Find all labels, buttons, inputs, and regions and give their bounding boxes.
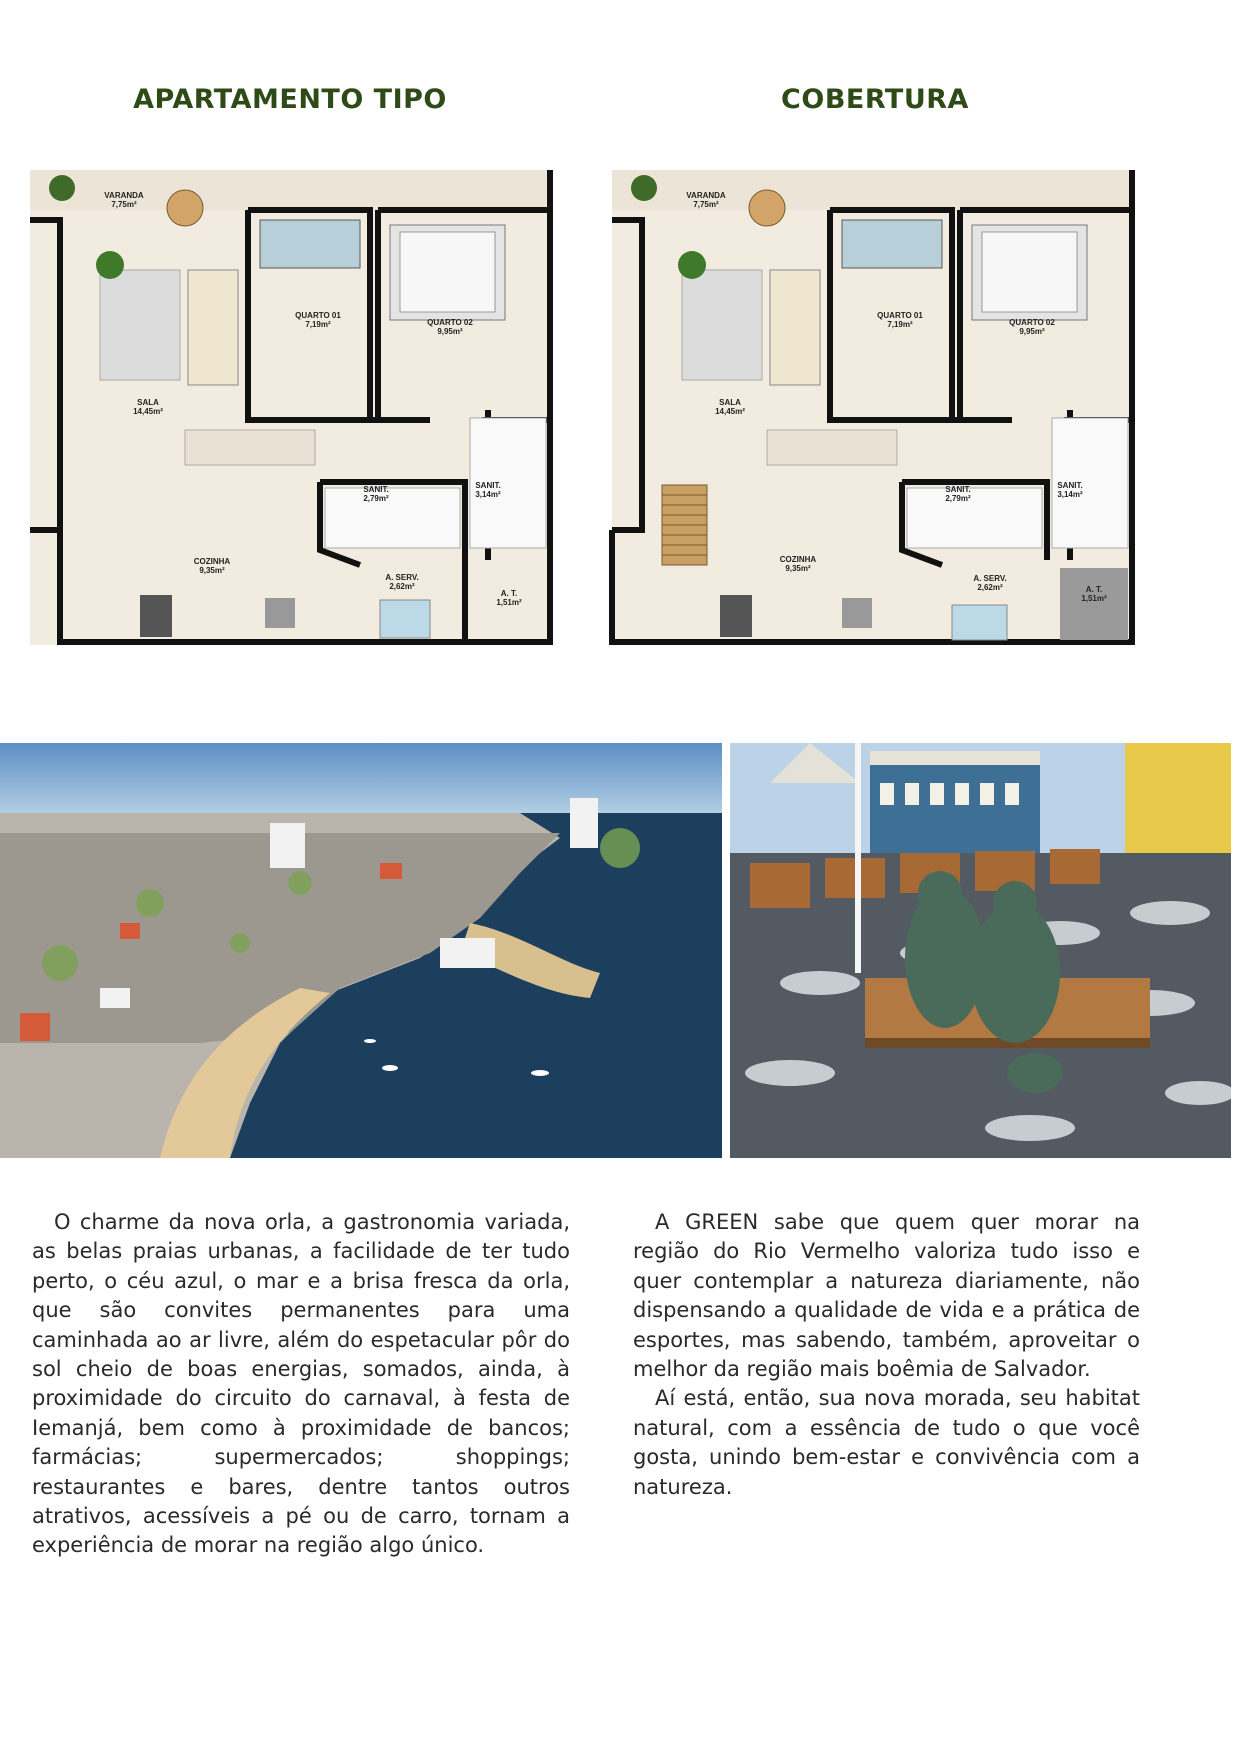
paragraph-right-2: Aí está, então, sua nova morada, seu habitat natural, com a essência de tudo o que você gosta, unindo bem-estar e convivência com a natureza. <box>633 1386 1140 1499</box>
label-at: A. T. <box>500 589 518 598</box>
label-quarto01: QUARTO 01 <box>877 311 923 320</box>
label-quarto01: QUARTO 01 <box>295 311 341 320</box>
photo-plaza-statue <box>730 743 1231 1158</box>
area-aserv: 2,62m² <box>389 582 415 591</box>
area-sanit2: 3,14m² <box>1057 490 1083 499</box>
label-sala: SALA <box>719 398 741 407</box>
floor-plan-apartamento-tipo <box>20 170 560 645</box>
label-sanit1: SANIT. <box>945 485 971 494</box>
label-quarto02: QUARTO 02 <box>427 318 473 327</box>
label-aserv: A. SERV. <box>973 574 1007 583</box>
area-quarto02: 9,95m² <box>437 327 463 336</box>
heading-apartamento-tipo: APARTAMENTO TIPO <box>133 84 447 115</box>
area-sanit1: 2,79m² <box>945 494 971 503</box>
area-cozinha: 9,35m² <box>199 566 225 575</box>
text-column-left <box>32 1208 570 1561</box>
paragraph-left-1: O charme da nova orla, a gastronomia variada, as belas praias urbanas, a facilidade de ter tudo perto, o céu azul, o mar e a brisa fresca da orla, que são convites permanentes para uma caminhada ao ar livre, além do espetacular pôr do sol cheio de boas energias, somados, ainda, à proximidade do circuito do carnaval, à festa de Iemanjá, bem como à proximidade de bancos; farmácias; supermercados; shoppings; restaurantes e bares, dentre tantos outros atrativos, acessíveis a pé ou de carro, tornam a experiência de morar na região algo único. <box>32 1210 570 1558</box>
label-quarto02: QUARTO 02 <box>1009 318 1055 327</box>
area-cozinha: 9,35m² <box>785 564 811 573</box>
area-sala: 14,45m² <box>133 407 163 416</box>
area-aserv: 2,62m² <box>977 583 1003 592</box>
label-varanda: VARANDA <box>104 191 144 200</box>
area-sanit1: 2,79m² <box>363 494 389 503</box>
area-quarto01: 7,19m² <box>305 320 331 329</box>
floor-plan-cobertura <box>602 170 1142 645</box>
label-at: A. T. <box>1085 585 1103 594</box>
label-sala: SALA <box>137 398 159 407</box>
label-aserv: A. SERV. <box>385 573 419 582</box>
label-sanit2: SANIT. <box>475 481 501 490</box>
label-cozinha: COZINHA <box>193 557 231 566</box>
area-at: 1,51m² <box>1081 594 1107 603</box>
label-cozinha: COZINHA <box>779 555 817 564</box>
area-varanda: 7,75m² <box>693 200 719 209</box>
label-sanit2: SANIT. <box>1057 481 1083 490</box>
text-column-right <box>633 1208 1140 1502</box>
heading-cobertura: COBERTURA <box>781 84 969 115</box>
area-quarto01: 7,19m² <box>887 320 913 329</box>
area-varanda: 7,75m² <box>111 200 137 209</box>
photo-aerial-coastline <box>0 743 722 1158</box>
paragraph-right-1: A GREEN sabe que quem quer morar na região do Rio Vermelho valoriza tudo isso e quer contemplar a natureza diariamente, não dispensando a qualidade de vida e a prática de esportes, mas sabendo, também, aproveitar o melhor da região mais boêmia de Salvador. <box>633 1210 1140 1382</box>
area-sala: 14,45m² <box>715 407 745 416</box>
label-varanda: VARANDA <box>686 191 726 200</box>
label-sanit1: SANIT. <box>363 485 389 494</box>
area-quarto02: 9,95m² <box>1019 327 1045 336</box>
area-sanit2: 3,14m² <box>475 490 501 499</box>
area-at: 1,51m² <box>496 598 522 607</box>
